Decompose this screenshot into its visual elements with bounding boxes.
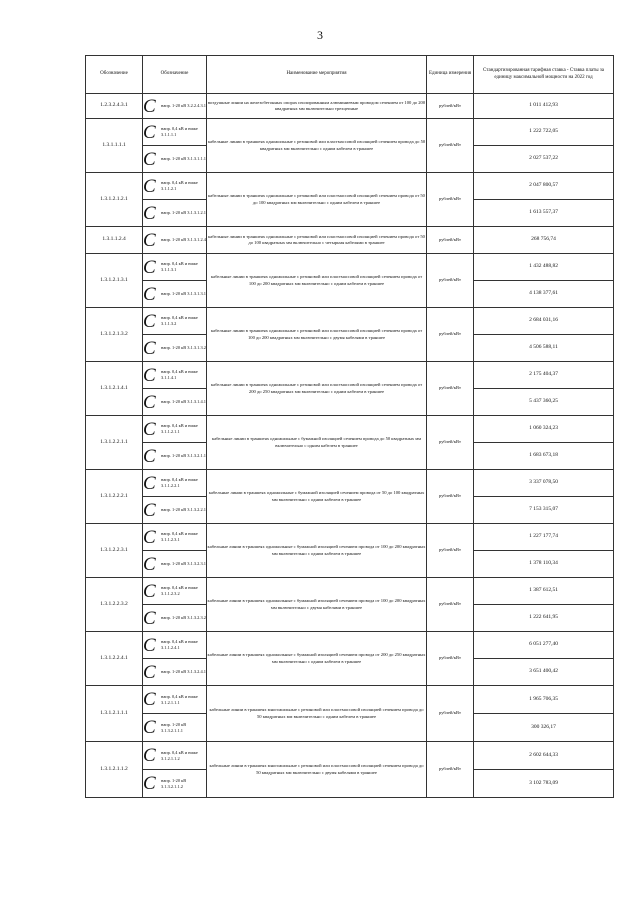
row-unit: рублей/кВт: [427, 742, 474, 798]
row-symbol-text: напр. 1-20 кВ 3.1.3.2.3.1: [161, 561, 206, 567]
row-value: 2 027 537,22: [474, 146, 614, 173]
row-code: 1.3.1.2.1.4.1: [86, 362, 143, 416]
table-row: [86, 254, 614, 281]
row-value: 1 965 706,35: [474, 686, 614, 714]
row-code: 1.3.1.1.2.4: [86, 227, 143, 254]
table-row: [86, 308, 614, 335]
row-value: 1 227 177,74: [474, 524, 614, 551]
formula-c-symbol: C: [143, 689, 156, 710]
row-value: 1 387 612,51: [474, 578, 614, 605]
row-symbol-text: напр. 0,4 кВ и ниже 3.1.1.2.4.1: [161, 639, 198, 650]
row-unit: рублей/кВт: [427, 254, 474, 308]
row-code: 1.3.1.2.2.3.1: [86, 524, 143, 578]
row-symbol-text: напр. 0,4 кВ и ниже 3.1.1.1.1: [161, 126, 198, 137]
row-name: воздушные линии на железобетонных опорах изолированным алюминиевым проводом сечением от 100 до 200 квадратных мм включительно трехцепные: [207, 94, 427, 119]
table-row: [86, 742, 614, 770]
row-symbol: [143, 632, 207, 659]
row-code: 1.2.3.2.4.3.1: [86, 94, 143, 119]
row-value: 3 337 078,50: [474, 470, 614, 497]
row-value: 5 437 360,25: [474, 389, 614, 416]
row-code: 1.3.1.2.1.3.1: [86, 254, 143, 308]
row-symbol: [143, 389, 207, 416]
row-symbol: [143, 200, 207, 227]
row-code: 1.3.1.2.2.2.1: [86, 470, 143, 524]
row-value: 3 102 783,09: [474, 770, 614, 798]
row-value: 4 506 588,11: [474, 335, 614, 362]
row-name: кабельные линии в траншеях одножильные с бумажной изоляцией сечением провода от 100 до 200 квадратных мм включительно с двумя кабелями в траншее: [207, 578, 427, 632]
row-symbol-text: напр. 0,4 кВ и ниже 3.1.2.1.1.1: [161, 693, 198, 705]
row-symbol-text: напр. 1-20 кВ 3.2.2.4.3.1: [161, 103, 206, 109]
row-name: кабельные линии в траншеях одножильные с резиновой или пластмассовой изоляцией сечением провода от 50 до 100 квадратных мм включительно с одним кабелем в траншее: [207, 173, 427, 227]
table-row: [86, 362, 614, 389]
table-row: [86, 686, 614, 714]
row-symbol: [143, 281, 207, 308]
formula-c-symbol: C: [143, 337, 156, 359]
row-name: кабельные линии в траншеях многожильные с резиновой или пластмассовой изоляцией сечением провода до 50 квадратных мм включительно с двумя кабелями в траншее: [207, 742, 427, 798]
row-symbol-text: напр. 0,4 кВ и ниже 3.1.2.1.1.2: [161, 749, 198, 761]
row-code: 1.3.1.2.1.1.2: [86, 742, 143, 798]
row-code: 1.3.1.2.2.4.1: [86, 632, 143, 686]
row-unit: рублей/кВт: [427, 524, 474, 578]
row-name: кабельные линии в траншеях одножильные с бумажной изоляцией сечением провода от 50 до 100 квадратных мм включительно с одним кабелем в траншее: [207, 470, 427, 524]
row-symbol-text: напр. 0,4 кВ и ниже 3.1.1.3.2: [161, 315, 198, 326]
formula-c-symbol: C: [143, 745, 156, 766]
formula-c-symbol: C: [143, 773, 156, 794]
row-unit: рублей/кВт: [427, 416, 474, 470]
row-symbol-text: напр. 1-20 кВ 3.1.3.1.1.1: [161, 156, 206, 162]
formula-c-symbol: C: [143, 445, 156, 467]
row-unit: рублей/кВт: [427, 308, 474, 362]
row-symbol-text: напр. 1-20 кВ 3.1.3.2.4.1: [161, 669, 206, 675]
row-value: 1 222 722,05: [474, 119, 614, 146]
formula-c-symbol: C: [143, 202, 156, 224]
tariff-table: [85, 55, 614, 798]
table-row: [86, 416, 614, 443]
row-symbol-text: напр. 0,4 кВ и ниже 3.1.1.2.3.1: [161, 531, 198, 542]
row-unit: рублей/кВт: [427, 686, 474, 742]
row-symbol: [143, 227, 207, 254]
row-symbol-text: напр. 0,4 кВ и ниже 3.1.1.4.1: [161, 369, 198, 380]
row-code: 1.3.1.2.1.1.1: [86, 686, 143, 742]
row-code: 1.3.1.2.1.2.1: [86, 173, 143, 227]
row-symbol: [143, 770, 207, 798]
row-code: 1.3.1.2.2.1.1: [86, 416, 143, 470]
row-symbol-text: напр. 0,4 кВ и ниже 3.1.1.2.1: [161, 180, 198, 191]
row-symbol: [143, 551, 207, 578]
row-code: 1.3.1.2.1.3.2: [86, 308, 143, 362]
row-name: кабельные линии в траншеях одножильные с бумажной изоляцией сечением провода до 50 квадратных мм включительно с одним кабелем в траншее: [207, 416, 427, 470]
row-value: 2 175 404,37: [474, 362, 614, 389]
row-symbol: [143, 335, 207, 362]
row-name: кабельные линии в траншеях одножильные с бумажной изоляцией сечением провода от 200 до 250 квадратных мм включительно с одним кабелем в траншее: [207, 632, 427, 686]
row-value: 2 047 800,57: [474, 173, 614, 200]
row-unit: рублей/кВт: [427, 119, 474, 173]
row-symbol: [143, 119, 207, 146]
formula-c-symbol: C: [143, 661, 156, 683]
table-row: [86, 578, 614, 605]
row-value: 1 222 641,95: [474, 605, 614, 632]
row-symbol: [143, 443, 207, 470]
row-symbol: [143, 308, 207, 335]
row-name: кабельные линии в траншеях одножильные с резиновой или пластмассовой изоляцией сечением провода от 100 до 200 квадратных мм включительно с двумя кабелями в траншее: [207, 308, 427, 362]
formula-c-symbol: C: [143, 472, 156, 494]
row-name: кабельные линии в траншеях одножильные с резиновой или пластмассовой изоляцией сечением провода от 200 до 250 квадратных мм включительно с одним кабелем в траншее: [207, 362, 427, 416]
row-value: 4 138 377,61: [474, 281, 614, 308]
row-value: 268 756,74: [474, 227, 614, 254]
table-row: [86, 632, 614, 659]
row-unit: рублей/кВт: [427, 227, 474, 254]
row-symbol: [143, 416, 207, 443]
formula-c-symbol: C: [143, 95, 156, 117]
row-unit: рублей/кВт: [427, 578, 474, 632]
formula-c-symbol: C: [143, 364, 156, 386]
header-rate: Стандартизированная тарифная ставка - Ставка платы за единицу максимальной мощности на 2022 год: [474, 56, 614, 94]
formula-c-symbol: C: [143, 607, 156, 629]
formula-c-symbol: C: [143, 121, 156, 143]
row-value: 1 432 488,82: [474, 254, 614, 281]
row-symbol: [143, 524, 207, 551]
row-value: 7 153 315,07: [474, 497, 614, 524]
row-value: 300 326,17: [474, 714, 614, 742]
row-symbol: [143, 497, 207, 524]
table-row: [86, 524, 614, 551]
row-value: 6 051 277,40: [474, 632, 614, 659]
row-value: 1 613 557,37: [474, 200, 614, 227]
row-name: кабельные линии в траншеях одножильные с резиновой или пластмассовой изоляцией сечением провода от 100 до 200 квадратных мм включительно с одним кабелем в траншее: [207, 254, 427, 308]
row-symbol: [143, 742, 207, 770]
formula-c-symbol: C: [143, 283, 156, 305]
row-symbol-text: напр. 1-20 кВ 3.1.3.2.2.1: [161, 507, 206, 513]
row-symbol: [143, 470, 207, 497]
row-symbol-text: напр. 1-20 кВ 3.1.3.1.2.4: [161, 237, 206, 243]
formula-c-symbol: C: [143, 256, 156, 278]
row-symbol-text: напр. 1-20 кВ 3.1.3.2.1.1: [161, 453, 206, 459]
row-symbol-text: напр. 0,4 кВ и ниже 3.1.1.2.3.2: [161, 585, 198, 596]
row-value: 3 651 400,42: [474, 659, 614, 686]
formula-c-symbol: C: [143, 391, 156, 413]
row-symbol: [143, 578, 207, 605]
table-row: [86, 470, 614, 497]
row-symbol-text: напр. 0,4 кВ и ниже 3.1.1.2.1.1: [161, 423, 198, 434]
table-row: [86, 119, 614, 146]
row-code: 1.3.1.2.2.3.2: [86, 578, 143, 632]
table-row: [86, 227, 614, 254]
table-row: [86, 173, 614, 200]
formula-c-symbol: C: [143, 175, 156, 197]
formula-c-symbol: C: [143, 553, 156, 575]
header-unit: Единица измерения: [427, 56, 474, 94]
header-symbol: Обозначение: [143, 56, 207, 94]
row-symbol-text: напр. 1-20 кВ 3.1.3.2.1.1.1: [161, 721, 187, 733]
formula-c-symbol: C: [143, 580, 156, 602]
row-symbol: [143, 659, 207, 686]
row-symbol-text: напр. 0,4 кВ и ниже 3.1.1.3.1: [161, 261, 198, 272]
row-symbol: [143, 173, 207, 200]
row-symbol-text: напр. 1-20 кВ 3.1.3.1.3.2: [161, 345, 206, 351]
row-symbol-text: напр. 1-20 кВ 3.1.3.2.3.2: [161, 615, 206, 621]
formula-c-symbol: C: [143, 418, 156, 440]
row-unit: рублей/кВт: [427, 470, 474, 524]
table-header-row: [86, 56, 614, 94]
row-symbol: [143, 605, 207, 632]
row-symbol: [143, 94, 207, 119]
row-symbol: [143, 686, 207, 714]
row-symbol-text: напр. 1-20 кВ 3.1.3.1.4.1: [161, 399, 206, 405]
row-unit: рублей/кВт: [427, 94, 474, 119]
row-value: 2 684 031,16: [474, 308, 614, 335]
row-symbol-text: напр. 0,4 кВ и ниже 3.1.1.2.2.1: [161, 477, 198, 488]
row-value: 2 602 644,33: [474, 742, 614, 770]
formula-c-symbol: C: [143, 310, 156, 332]
row-code: 1.3.1.1.1.1: [86, 119, 143, 173]
row-value: 1 060 324,23: [474, 416, 614, 443]
row-symbol: [143, 362, 207, 389]
header-name: Наименование мероприятия: [207, 56, 427, 94]
row-unit: рублей/кВт: [427, 173, 474, 227]
row-unit: рублей/кВт: [427, 632, 474, 686]
row-name: кабельные линии в траншеях многожильные с резиновой или пластмассовой изоляцией сечением провода до 50 квадратных мм включительно с одним кабелем в траншее: [207, 686, 427, 742]
table-row: [86, 94, 614, 119]
page-number: 3: [317, 28, 323, 42]
row-symbol: [143, 254, 207, 281]
row-name: кабельные линии в траншеях одножильные с бумажной изоляцией сечением провода от 100 до 200 квадратных мм включительно с одним кабелем в траншее: [207, 524, 427, 578]
row-unit: рублей/кВт: [427, 362, 474, 416]
row-symbol: [143, 714, 207, 742]
formula-c-symbol: C: [143, 499, 156, 521]
row-name: кабельные линии в траншеях одножильные с резиновой или пластмассовой изоляцией сечением провода от 50 до 100 квадратных мм включительно с четырьмя кабелями в траншее: [207, 227, 427, 254]
formula-c-symbol: C: [143, 148, 156, 170]
row-value: 1 011 412,93: [474, 94, 614, 119]
formula-c-symbol: C: [143, 229, 156, 251]
row-symbol-text: напр. 1-20 кВ 3.1.3.1.2.1: [161, 210, 206, 216]
formula-c-symbol: C: [143, 634, 156, 656]
row-symbol-text: напр. 1-20 кВ 3.1.3.1.3.1: [161, 291, 206, 297]
row-name: кабельные линии в траншеях одножильные с резиновой или пластмассовой изоляцией сечением провода до 50 квадратных мм включительно с одним кабелем в траншее: [207, 119, 427, 173]
row-value: 1 683 673,18: [474, 443, 614, 470]
row-symbol-text: напр. 1-20 кВ 3.1.3.2.1.1.2: [161, 777, 187, 789]
formula-c-symbol: C: [143, 526, 156, 548]
row-symbol: [143, 146, 207, 173]
header-designation: Обозначение: [86, 56, 143, 94]
row-value: 1 378 110,34: [474, 551, 614, 578]
formula-c-symbol: C: [143, 717, 156, 738]
